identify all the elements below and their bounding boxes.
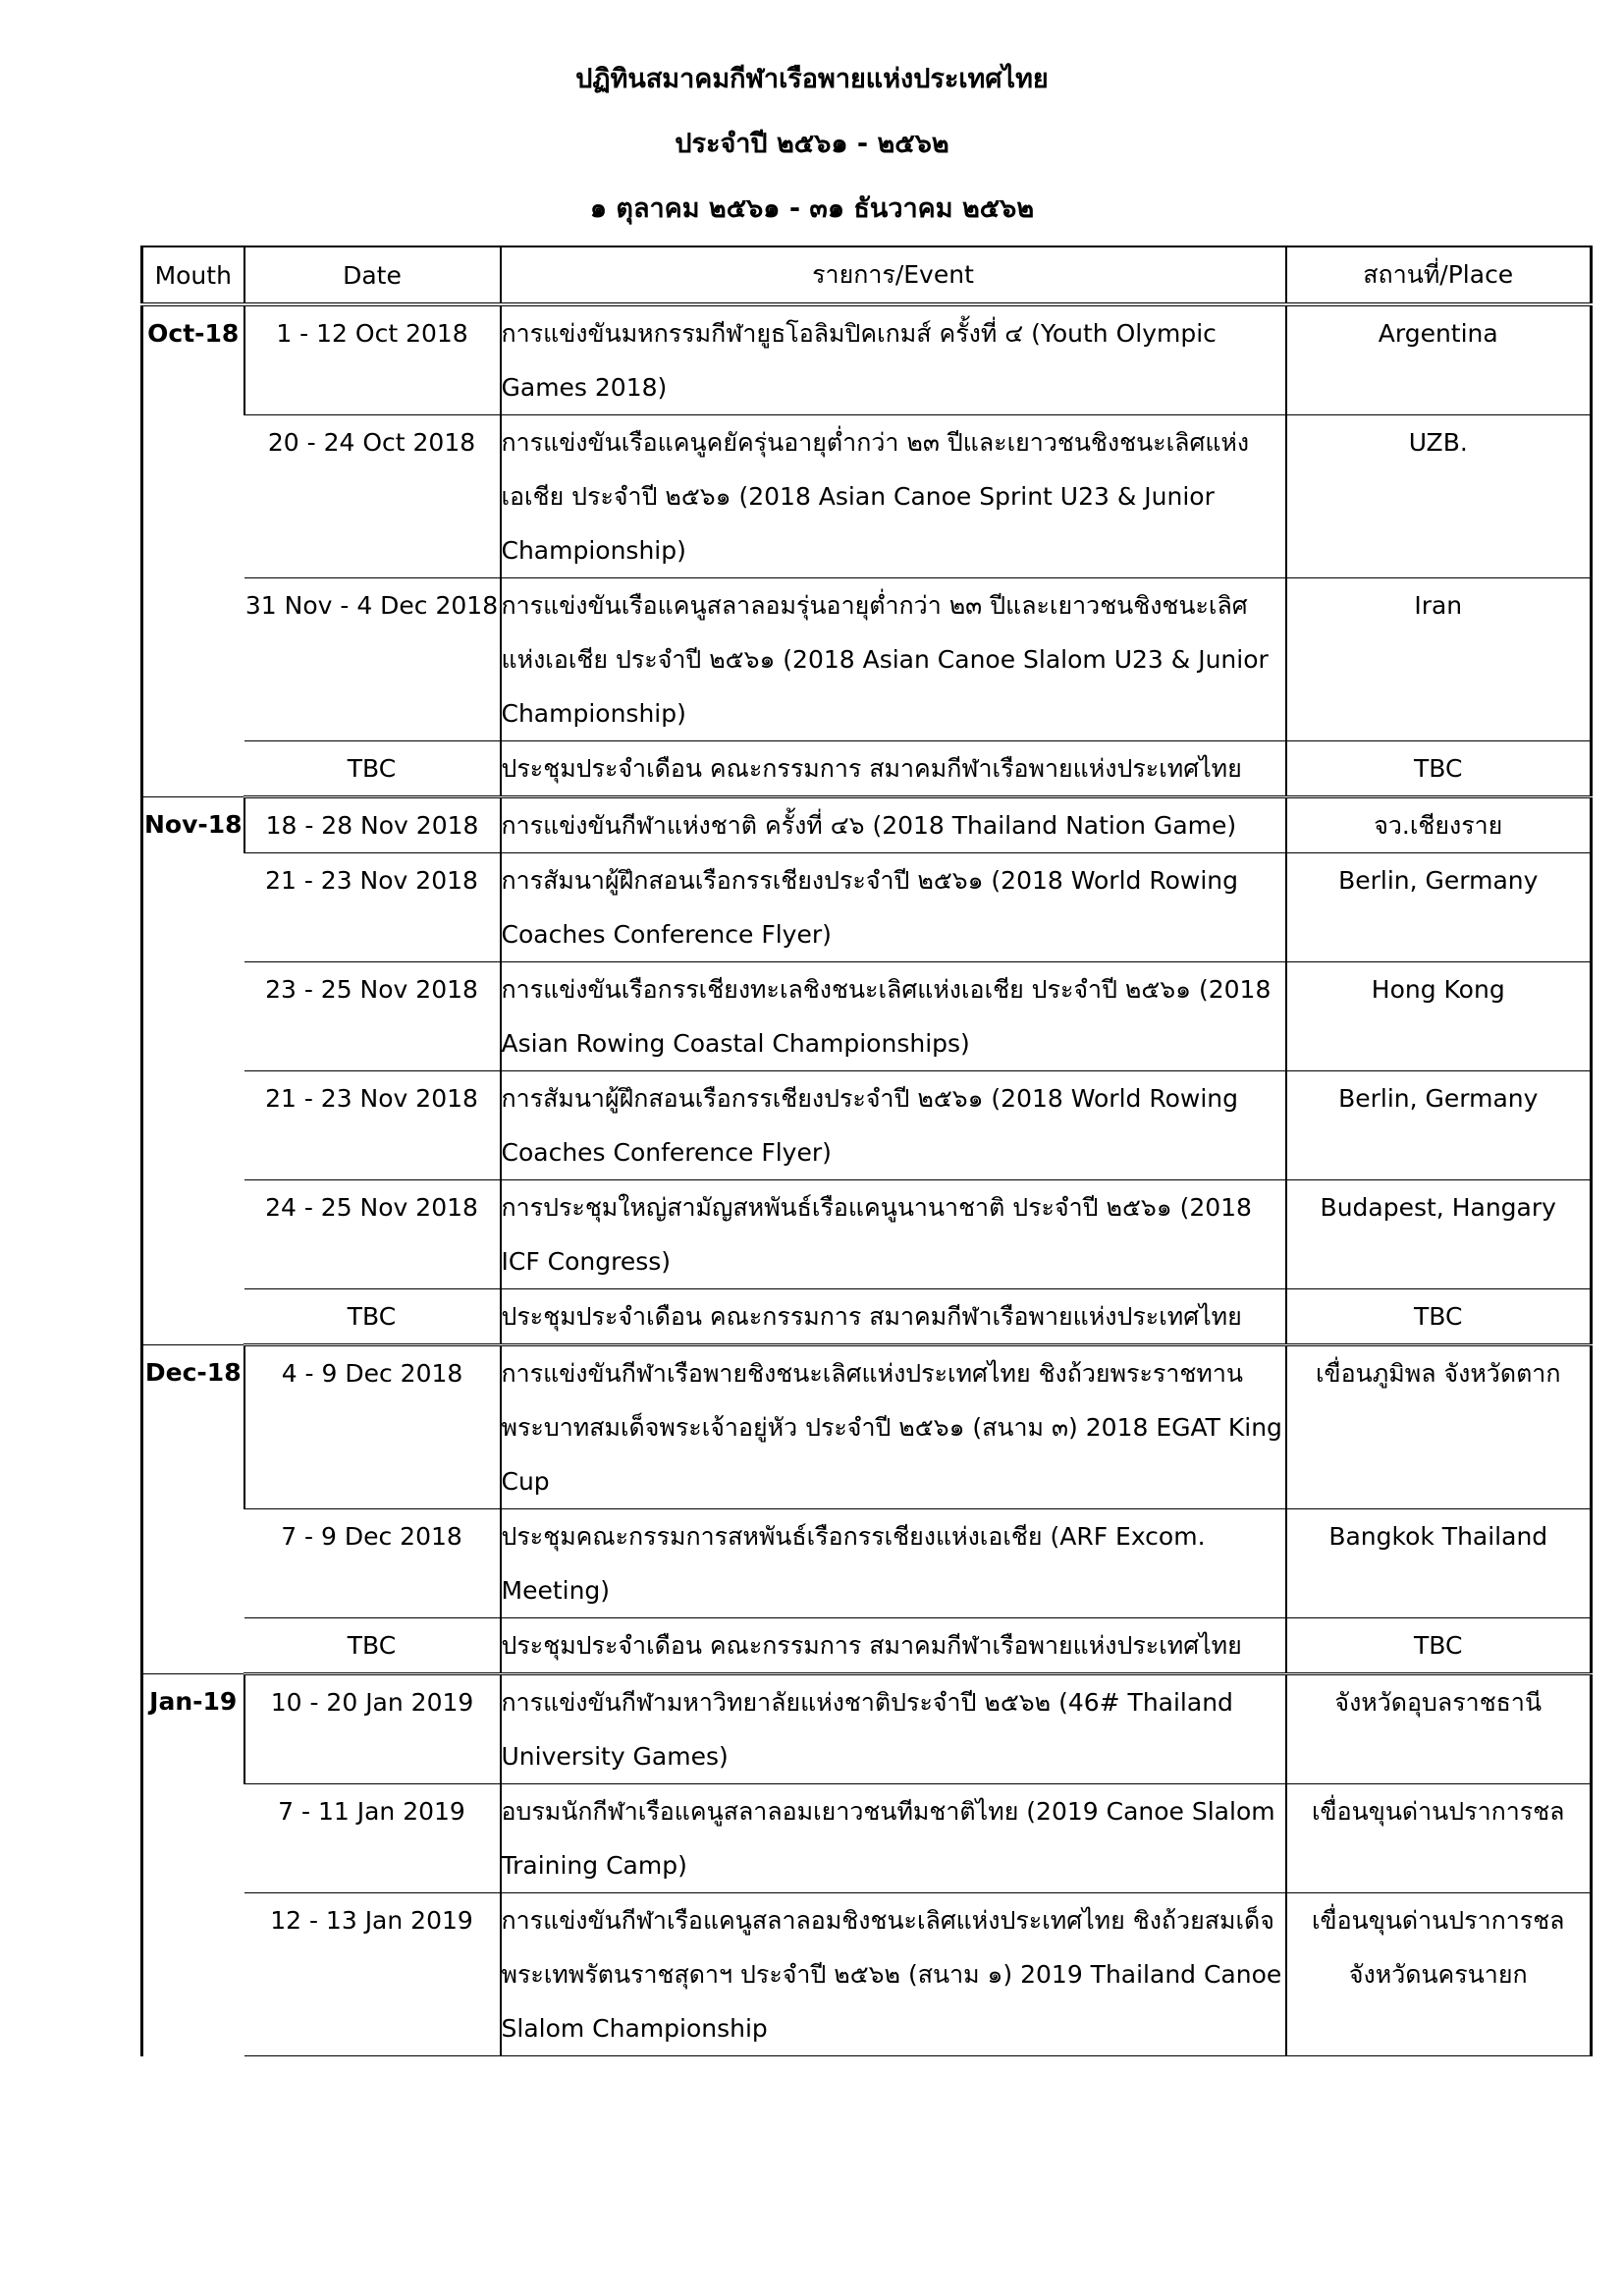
event-cell: ประชุมประจำเดือน คณะกรรมการ สมาคมกีฬาเรือพายแห่งประเทศไทย <box>501 741 1286 797</box>
place-cell: Iran <box>1286 578 1592 741</box>
place-cell: เขื่อนภูมิพล จังหวัดตาก <box>1286 1345 1592 1509</box>
month-cell: Nov-18 <box>142 797 244 1345</box>
place-cell: Hong Kong <box>1286 962 1592 1071</box>
table-row <box>142 853 1592 962</box>
event-cell: การแข่งขันกีฬามหาวิทยาลัยแห่งชาติประจำปี ๒๕๖๒ (46# Thailand University Games) <box>501 1674 1286 1784</box>
table-row <box>142 797 1592 853</box>
date-cell: 10 - 20 Jan 2019 <box>244 1674 501 1784</box>
table-row <box>142 1893 1592 2056</box>
table-row <box>142 1289 1592 1345</box>
month-cell: Dec-18 <box>142 1345 244 1674</box>
date-cell: 1 - 12 Oct 2018 <box>244 304 501 415</box>
event-cell: ประชุมประจำเดือน คณะกรรมการ สมาคมกีฬาเรือพายแห่งประเทศไทย <box>501 1289 1286 1345</box>
date-cell: 18 - 28 Nov 2018 <box>244 797 501 853</box>
event-cell: การแข่งขันกีฬาเรือพายชิงชนะเลิศแห่งประเทศไทย ชิงถ้วยพระราชทานพระบาทสมเด็จพระเจ้าอยู่หัว ประจำปี ๒๕๖๑ (สนาม ๓) 2018 EGAT King Cup <box>501 1345 1286 1509</box>
place-cell: จังหวัดอุบลราชธานี <box>1286 1674 1592 1784</box>
table-row <box>142 578 1592 741</box>
place-cell: TBC <box>1286 1289 1592 1345</box>
date-cell: 24 - 25 Nov 2018 <box>244 1180 501 1289</box>
month-cell: Oct-18 <box>142 304 244 797</box>
month-cell: Jan-19 <box>149 1687 238 1716</box>
document-subtitle: ประจำปี ๒๕๖๑ - ๒๕๖๒ <box>675 129 949 159</box>
table-row <box>142 1784 1592 1893</box>
date-cell: TBC <box>244 1289 501 1345</box>
calendar-table <box>140 246 1593 2056</box>
place-cell: TBC <box>1286 741 1592 797</box>
event-cell: การแข่งขันกีฬาเรือแคนูสลาลอมชิงชนะเลิศแห่งประเทศไทย ชิงถ้วยสมเด็จพระเทพรัตนราชสุดาฯ ประจำปี ๒๕๖๒ (สนาม ๑) 2019 Thailand Canoe Slalom Championship <box>501 1893 1286 2056</box>
document-title: ปฏิทินสมาคมกีฬาเรือพายแห่งประเทศไทย <box>575 64 1049 94</box>
place-cell: Budapest, Hangary <box>1286 1180 1592 1289</box>
table-row <box>142 1180 1592 1289</box>
date-cell: 4 - 9 Dec 2018 <box>244 1345 501 1509</box>
table-row <box>142 415 1592 578</box>
date-cell: 7 - 9 Dec 2018 <box>244 1509 501 1618</box>
table-row <box>142 741 1592 797</box>
table-row <box>142 304 1592 415</box>
date-cell: 21 - 23 Nov 2018 <box>244 1071 501 1180</box>
place-cell: Argentina <box>1286 304 1592 415</box>
column-header-month: Mouth <box>142 246 244 304</box>
date-cell: 23 - 25 Nov 2018 <box>244 962 501 1071</box>
document-period: ๑ ตุลาคม ๒๕๖๑ - ๓๑ ธันวาคม ๒๕๖๒ <box>589 193 1035 224</box>
event-cell: การสัมนาผู้ฝึกสอนเรือกรรเชียงประจำปี ๒๕๖๑ (2018 World Rowing Coaches Conference Flyer) <box>501 1071 1286 1180</box>
date-cell: TBC <box>244 1618 501 1674</box>
table-row <box>142 1509 1592 1618</box>
date-cell: 7 - 11 Jan 2019 <box>244 1784 501 1893</box>
place-cell: เขื่อนขุนด่านปราการชล จังหวัดนครนายก <box>1286 1893 1592 2056</box>
place-cell: TBC <box>1286 1618 1592 1674</box>
place-cell: เขื่อนขุนด่านปราการชล <box>1286 1784 1592 1893</box>
table-row <box>142 1345 1592 1509</box>
date-cell: 31 Nov - 4 Dec 2018 <box>244 578 501 741</box>
event-cell: การแข่งขันเรือแคนูสลาลอมรุ่นอายุต่ำกว่า ๒๓ ปีและเยาวชนชิงชนะเลิศแห่งเอเชีย ประจำปี ๒๕๖๑ (2018 Asian Canoe Slalom U23 & Junior Championship) <box>501 578 1286 741</box>
event-cell: ประชุมคณะกรรมการสหพันธ์เรือกรรเชียงแห่งเอเชีย (ARF Excom. Meeting) <box>501 1509 1286 1618</box>
event-cell: การประชุมใหญ่สามัญสหพันธ์เรือแคนูนานาชาติ ประจำปี ๒๕๖๑ (2018 ICF Congress) <box>501 1180 1286 1289</box>
place-cell: Bangkok Thailand <box>1286 1509 1592 1618</box>
table-header-row <box>142 246 1592 304</box>
column-header-place: สถานที่/Place <box>1286 246 1592 304</box>
place-cell: UZB. <box>1286 415 1592 578</box>
date-cell: 20 - 24 Oct 2018 <box>244 415 501 578</box>
event-cell: การแข่งขันกีฬาแห่งชาติ ครั้งที่ ๔๖ (2018 Thailand Nation Game) <box>501 797 1286 853</box>
date-cell: TBC <box>244 741 501 797</box>
event-cell: อบรมนักกีฬาเรือแคนูสลาลอมเยาวชนทีมชาติไทย (2019 Canoe Slalom Training Camp) <box>501 1784 1286 1893</box>
date-cell: 21 - 23 Nov 2018 <box>244 853 501 962</box>
table-row <box>142 1618 1592 1674</box>
table-row <box>142 1674 1592 1784</box>
event-cell: การแข่งขันเรือแคนูคยัครุ่นอายุต่ำกว่า ๒๓ ปีและเยาวชนชิงชนะเลิศแห่งเอเชีย ประจำปี ๒๕๖๑ (2018 Asian Canoe Sprint U23 & Junior Championship) <box>501 415 1286 578</box>
place-cell: จว.เชียงราย <box>1286 797 1592 853</box>
event-cell: การแข่งขันเรือกรรเชียงทะเลชิงชนะเลิศแห่งเอเชีย ประจำปี ๒๕๖๑ (2018 Asian Rowing Coastal Championships) <box>501 962 1286 1071</box>
table-row <box>142 1071 1592 1180</box>
table-body <box>142 304 1592 2056</box>
column-header-event: รายการ/Event <box>501 246 1286 304</box>
date-cell: 12 - 13 Jan 2019 <box>244 1893 501 2056</box>
column-header-date: Date <box>244 246 501 304</box>
event-cell: การสัมนาผู้ฝึกสอนเรือกรรเชียงประจำปี ๒๕๖๑ (2018 World Rowing Coaches Conference Flyer) <box>501 853 1286 962</box>
event-cell: การแข่งขันมหกรรมกีฬายูธโอลิมปิคเกมส์ ครั้งที่ ๔ (Youth Olympic Games 2018) <box>501 304 1286 415</box>
place-cell: Berlin, Germany <box>1286 853 1592 962</box>
table-row <box>142 962 1592 1071</box>
event-cell: ประชุมประจำเดือน คณะกรรมการ สมาคมกีฬาเรือพายแห่งประเทศไทย <box>501 1618 1286 1674</box>
place-cell: Berlin, Germany <box>1286 1071 1592 1180</box>
